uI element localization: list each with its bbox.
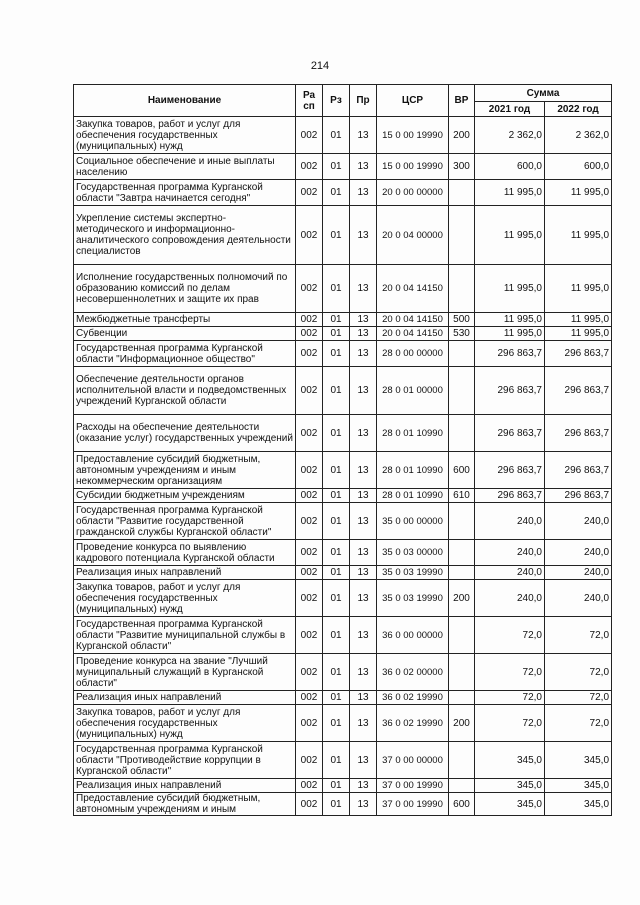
table-row <box>74 180 612 206</box>
row-rz: 01 <box>323 779 350 793</box>
row-pr: 13 <box>350 206 377 265</box>
row-sum-2021: 296 863,7 <box>475 415 545 452</box>
row-pr: 13 <box>350 180 377 206</box>
row-vr <box>449 206 475 265</box>
row-rz: 01 <box>323 341 350 367</box>
row-sum-2021: 345,0 <box>475 779 545 793</box>
row-rz: 01 <box>323 206 350 265</box>
row-name: Расходы на обеспечение деятельности (оказание услуг) государственных учреждений <box>74 415 296 452</box>
row-csr: 20 0 04 00000 <box>377 206 449 265</box>
row-name: Межбюджетные трансферты <box>74 313 296 327</box>
row-vr: 200 <box>449 705 475 742</box>
row-sum-2022: 11 995,0 <box>545 180 612 206</box>
row-vr: 530 <box>449 327 475 341</box>
row-rasp: 002 <box>296 503 323 540</box>
row-rasp: 002 <box>296 654 323 691</box>
row-pr: 13 <box>350 566 377 580</box>
row-vr: 600 <box>449 793 475 816</box>
row-pr: 13 <box>350 341 377 367</box>
row-vr <box>449 367 475 415</box>
row-csr: 20 0 04 14150 <box>377 265 449 313</box>
row-sum-2022: 345,0 <box>545 793 612 816</box>
budget-table <box>73 84 612 816</box>
row-rasp: 002 <box>296 742 323 779</box>
row-sum-2021: 345,0 <box>475 793 545 816</box>
row-sum-2022: 296 863,7 <box>545 367 612 415</box>
row-rasp: 002 <box>296 580 323 617</box>
page-number: 214 <box>310 60 330 72</box>
header-rasp: Ра сп <box>296 85 323 117</box>
row-rz: 01 <box>323 566 350 580</box>
row-rasp: 002 <box>296 327 323 341</box>
header-pr: Пр <box>350 85 377 117</box>
table-row <box>74 206 612 265</box>
row-name: Обеспечение деятельности органов исполнительной власти и подведомственных учреждений Курганской области <box>74 367 296 415</box>
row-name: Государственная программа Курганской области "Развитие государственной гражданской службы Курганской области" <box>74 503 296 540</box>
row-name: Укрепление системы экспертно-методического и информационно-аналитического сопровождения деятельности специалистов <box>74 206 296 265</box>
row-pr: 13 <box>350 540 377 566</box>
row-rasp: 002 <box>296 540 323 566</box>
row-csr: 37 0 00 19990 <box>377 793 449 816</box>
row-sum-2021: 296 863,7 <box>475 489 545 503</box>
row-rz: 01 <box>323 742 350 779</box>
row-sum-2021: 11 995,0 <box>475 265 545 313</box>
table-row <box>74 742 612 779</box>
row-csr: 35 0 03 19990 <box>377 566 449 580</box>
row-vr <box>449 540 475 566</box>
table-row <box>74 503 612 540</box>
row-rz: 01 <box>323 691 350 705</box>
row-rasp: 002 <box>296 313 323 327</box>
table-row <box>74 705 612 742</box>
row-name: Предоставление субсидий бюджетным, автономным учреждениям и иным <box>74 793 296 816</box>
row-rz: 01 <box>323 793 350 816</box>
row-name: Государственная программа Курганской области "Развитие муниципальной службы в Курганской области" <box>74 617 296 654</box>
row-sum-2021: 296 863,7 <box>475 367 545 415</box>
table-row <box>74 489 612 503</box>
row-vr <box>449 566 475 580</box>
row-rasp: 002 <box>296 793 323 816</box>
row-sum-2021: 72,0 <box>475 691 545 705</box>
row-pr: 13 <box>350 779 377 793</box>
table-row <box>74 327 612 341</box>
row-rz: 01 <box>323 415 350 452</box>
row-vr <box>449 779 475 793</box>
row-rasp: 002 <box>296 341 323 367</box>
header-rz: Рз <box>323 85 350 117</box>
row-rz: 01 <box>323 327 350 341</box>
row-sum-2022: 11 995,0 <box>545 265 612 313</box>
row-sum-2022: 240,0 <box>545 540 612 566</box>
row-vr <box>449 742 475 779</box>
row-rz: 01 <box>323 489 350 503</box>
row-pr: 13 <box>350 367 377 415</box>
row-sum-2022: 2 362,0 <box>545 117 612 154</box>
row-csr: 20 0 00 00000 <box>377 180 449 206</box>
row-name: Субвенции <box>74 327 296 341</box>
row-vr <box>449 341 475 367</box>
row-sum-2021: 11 995,0 <box>475 206 545 265</box>
row-pr: 13 <box>350 654 377 691</box>
row-vr: 500 <box>449 313 475 327</box>
row-sum-2022: 296 863,7 <box>545 341 612 367</box>
row-sum-2022: 345,0 <box>545 742 612 779</box>
row-rz: 01 <box>323 117 350 154</box>
row-pr: 13 <box>350 705 377 742</box>
row-rasp: 002 <box>296 566 323 580</box>
row-name: Реализация иных направлений <box>74 566 296 580</box>
row-sum-2021: 11 995,0 <box>475 313 545 327</box>
row-sum-2022: 72,0 <box>545 705 612 742</box>
table-row <box>74 117 612 154</box>
row-name: Закупка товаров, работ и услуг для обеспечения государственных (муниципальных) нужд <box>74 705 296 742</box>
row-rz: 01 <box>323 654 350 691</box>
table-row <box>74 691 612 705</box>
row-name: Реализация иных направлений <box>74 779 296 793</box>
row-vr <box>449 503 475 540</box>
row-sum-2022: 72,0 <box>545 617 612 654</box>
row-csr: 36 0 02 19990 <box>377 691 449 705</box>
row-pr: 13 <box>350 313 377 327</box>
row-name: Исполнение государственных полномочий по образованию комиссий по делам несовершеннолетних и защите их прав <box>74 265 296 313</box>
row-rz: 01 <box>323 503 350 540</box>
row-pr: 13 <box>350 265 377 313</box>
row-sum-2022: 296 863,7 <box>545 415 612 452</box>
row-sum-2021: 240,0 <box>475 566 545 580</box>
row-vr <box>449 654 475 691</box>
row-sum-2021: 11 995,0 <box>475 180 545 206</box>
header-2022: 2022 год <box>545 102 612 117</box>
row-rz: 01 <box>323 452 350 489</box>
row-name: Закупка товаров, работ и услуг для обеспечения государственных (муниципальных) нужд <box>74 580 296 617</box>
row-rz: 01 <box>323 540 350 566</box>
row-pr: 13 <box>350 793 377 816</box>
header-sum: Сумма <box>475 85 612 102</box>
row-vr <box>449 691 475 705</box>
table-row <box>74 313 612 327</box>
row-csr: 28 0 01 10990 <box>377 452 449 489</box>
row-rz: 01 <box>323 154 350 180</box>
table-row <box>74 452 612 489</box>
table-row <box>74 617 612 654</box>
table-row <box>74 540 612 566</box>
row-csr: 36 0 02 00000 <box>377 654 449 691</box>
row-rz: 01 <box>323 705 350 742</box>
row-pr: 13 <box>350 617 377 654</box>
row-vr: 200 <box>449 580 475 617</box>
row-sum-2021: 296 863,7 <box>475 452 545 489</box>
row-csr: 28 0 01 00000 <box>377 367 449 415</box>
row-sum-2021: 240,0 <box>475 540 545 566</box>
row-sum-2022: 11 995,0 <box>545 327 612 341</box>
row-pr: 13 <box>350 327 377 341</box>
row-pr: 13 <box>350 452 377 489</box>
row-csr: 36 0 00 00000 <box>377 617 449 654</box>
row-pr: 13 <box>350 580 377 617</box>
row-vr: 300 <box>449 154 475 180</box>
row-csr: 35 0 03 00000 <box>377 540 449 566</box>
row-rasp: 002 <box>296 489 323 503</box>
row-sum-2022: 11 995,0 <box>545 206 612 265</box>
row-vr <box>449 415 475 452</box>
table-row <box>74 415 612 452</box>
row-name: Предоставление субсидий бюджетным, автономным учреждениям и иным некоммерческим организациям <box>74 452 296 489</box>
row-sum-2022: 240,0 <box>545 566 612 580</box>
row-sum-2022: 72,0 <box>545 691 612 705</box>
row-sum-2022: 296 863,7 <box>545 452 612 489</box>
row-sum-2021: 72,0 <box>475 617 545 654</box>
row-sum-2021: 296 863,7 <box>475 341 545 367</box>
table-row <box>74 566 612 580</box>
row-sum-2021: 240,0 <box>475 580 545 617</box>
row-csr: 37 0 00 00000 <box>377 742 449 779</box>
row-sum-2022: 240,0 <box>545 580 612 617</box>
row-sum-2022: 72,0 <box>545 654 612 691</box>
row-csr: 28 0 01 10990 <box>377 489 449 503</box>
row-sum-2021: 11 995,0 <box>475 327 545 341</box>
row-rasp: 002 <box>296 779 323 793</box>
table-row <box>74 779 612 793</box>
row-name: Государственная программа Курганской области "Информационное общество" <box>74 341 296 367</box>
row-name: Социальное обеспечение и иные выплаты населению <box>74 154 296 180</box>
table-row <box>74 580 612 617</box>
row-rasp: 002 <box>296 117 323 154</box>
row-vr: 610 <box>449 489 475 503</box>
row-rasp: 002 <box>296 206 323 265</box>
row-csr: 15 0 00 19990 <box>377 154 449 180</box>
row-csr: 37 0 00 19990 <box>377 779 449 793</box>
row-csr: 36 0 02 19990 <box>377 705 449 742</box>
row-rasp: 002 <box>296 265 323 313</box>
row-pr: 13 <box>350 489 377 503</box>
row-sum-2021: 72,0 <box>475 654 545 691</box>
table-row <box>74 367 612 415</box>
row-vr <box>449 265 475 313</box>
row-rasp: 002 <box>296 180 323 206</box>
row-csr: 15 0 00 19990 <box>377 117 449 154</box>
row-vr <box>449 180 475 206</box>
row-name: Проведение конкурса на звание "Лучший муниципальный служащий в Курганской области" <box>74 654 296 691</box>
table-row <box>74 265 612 313</box>
row-name: Реализация иных направлений <box>74 691 296 705</box>
row-rasp: 002 <box>296 617 323 654</box>
row-csr: 28 0 01 10990 <box>377 415 449 452</box>
table-row <box>74 654 612 691</box>
row-vr: 200 <box>449 117 475 154</box>
row-rasp: 002 <box>296 452 323 489</box>
row-name: Субсидии бюджетным учреждениям <box>74 489 296 503</box>
row-sum-2022: 11 995,0 <box>545 313 612 327</box>
row-rasp: 002 <box>296 367 323 415</box>
row-sum-2022: 345,0 <box>545 779 612 793</box>
row-sum-2021: 2 362,0 <box>475 117 545 154</box>
row-pr: 13 <box>350 154 377 180</box>
row-rasp: 002 <box>296 705 323 742</box>
row-rz: 01 <box>323 617 350 654</box>
table-row <box>74 341 612 367</box>
row-csr: 20 0 04 14150 <box>377 327 449 341</box>
row-csr: 20 0 04 14150 <box>377 313 449 327</box>
row-pr: 13 <box>350 415 377 452</box>
header-name: Наименование <box>74 85 296 117</box>
row-sum-2022: 296 863,7 <box>545 489 612 503</box>
row-pr: 13 <box>350 691 377 705</box>
row-rasp: 002 <box>296 691 323 705</box>
row-rasp: 002 <box>296 154 323 180</box>
header-vr: ВР <box>449 85 475 117</box>
row-sum-2021: 345,0 <box>475 742 545 779</box>
row-name: Государственная программа Курганской области "Завтра начинается сегодня" <box>74 180 296 206</box>
row-sum-2022: 240,0 <box>545 503 612 540</box>
table-row <box>74 154 612 180</box>
row-sum-2021: 240,0 <box>475 503 545 540</box>
row-csr: 35 0 00 00000 <box>377 503 449 540</box>
row-pr: 13 <box>350 503 377 540</box>
row-pr: 13 <box>350 742 377 779</box>
row-csr: 35 0 03 19990 <box>377 580 449 617</box>
row-csr: 28 0 00 00000 <box>377 341 449 367</box>
row-rz: 01 <box>323 580 350 617</box>
row-name: Государственная программа Курганской области "Противодействие коррупции в Курганской области" <box>74 742 296 779</box>
row-vr: 600 <box>449 452 475 489</box>
row-name: Закупка товаров, работ и услуг для обеспечения государственных (муниципальных) нужд <box>74 117 296 154</box>
header-csr: ЦСР <box>377 85 449 117</box>
row-rasp: 002 <box>296 415 323 452</box>
row-pr: 13 <box>350 117 377 154</box>
row-name: Проведение конкурса по выявлению кадрового потенциала Курганской области <box>74 540 296 566</box>
row-rz: 01 <box>323 367 350 415</box>
row-rz: 01 <box>323 313 350 327</box>
row-sum-2021: 72,0 <box>475 705 545 742</box>
row-vr <box>449 617 475 654</box>
row-sum-2021: 600,0 <box>475 154 545 180</box>
table-row <box>74 793 612 816</box>
header-2021: 2021 год <box>475 102 545 117</box>
row-rz: 01 <box>323 265 350 313</box>
row-sum-2022: 600,0 <box>545 154 612 180</box>
row-rz: 01 <box>323 180 350 206</box>
